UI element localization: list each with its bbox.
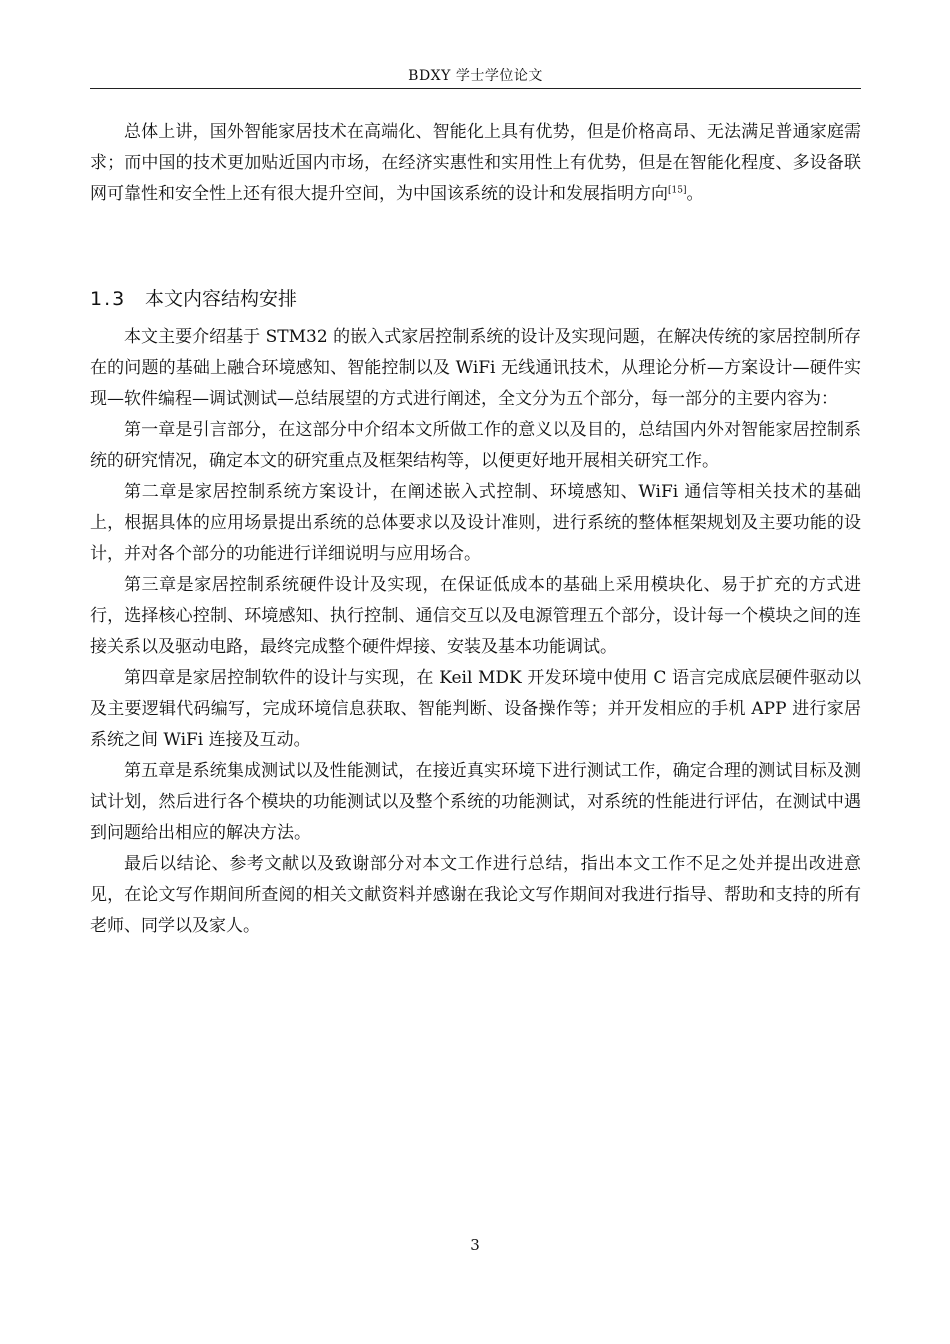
section-number: 1.3	[90, 288, 127, 310]
section-title: 本文内容结构安排	[145, 288, 298, 310]
header-title: BDXY 学士学位论文	[408, 68, 543, 84]
body-text	[90, 322, 861, 942]
page-header	[90, 64, 861, 89]
paragraph-conclusion: 最后以结论、参考文献以及致谢部分对本文工作进行总结，指出本文工作不足之处并提出改进意见，在论文写作期间所查阅的相关文献资料并感谢在我论文写作期间对我进行指导、帮助和支持的所有老师、同学以及家人。	[90, 854, 861, 936]
paragraph-chapter-2: 第二章是家居控制系统方案设计，在阐述嵌入式控制、环境感知、WiFi 通信等相关技术的基础上，根据具体的应用场景提出系统的总体要求以及设计准则，进行系统的整体框架规划及主要功能的设计，并对各个部分的功能进行详细说明与应用场合。	[90, 482, 861, 564]
paragraph-chapter-1: 第一章是引言部分，在这部分中介绍本文所做工作的意义以及目的，总结国内外对智能家居控制系统的研究情况，确定本文的研究重点及框架结构等，以便更好地开展相关研究工作。	[90, 420, 861, 471]
citation-superscript: [15]	[668, 185, 687, 196]
intro-paragraph-block	[90, 117, 861, 210]
intro-end: 。	[686, 184, 704, 204]
paragraph-chapter-3: 第三章是家居控制系统硬件设计及实现，在保证低成本的基础上采用模块化、易于扩充的方式进行，选择核心控制、环境感知、执行控制、通信交互以及电源管理五个部分，设计每一个模块之间的连接关系以及驱动电路，最终完成整个硬件焊接、安装及基本功能调试。	[90, 575, 861, 657]
paragraph-chapter-4: 第四章是家居控制软件的设计与实现，在 Keil MDK 开发环境中使用 C 语言完成底层硬件驱动以及主要逻辑代码编写，完成环境信息获取、智能判断、设备操作等；并开发相应的手机 APP 进行家居系统之间 WiFi 连接及互动。	[90, 668, 861, 750]
section-heading	[90, 286, 297, 312]
intro-text: 总体上讲，国外智能家居技术在高端化、智能化上具有优势，但是价格高昂、无法满足普通家庭需求；而中国的技术更加贴近国内市场，在经济实惠性和实用性上有优势，但是在智能化程度、多设备联网可靠性和安全性上还有很大提升空间，为中国该系统的设计和发展指明方向	[90, 122, 861, 204]
paragraph-chapter-5: 第五章是系统集成测试以及性能测试，在接近真实环境下进行测试工作，确定合理的测试目标及测试计划，然后进行各个模块的功能测试以及整个系统的功能测试，对系统的性能进行评估，在测试中遇到问题给出相应的解决方法。	[90, 761, 861, 843]
page-number: 3	[470, 1236, 480, 1254]
paragraph-overview: 本文主要介绍基于 STM32 的嵌入式家居控制系统的设计及实现问题，在解决传统的家居控制所存在的问题的基础上融合环境感知、智能控制以及 WiFi 无线通讯技术，从理论分析—方案设计—硬件实现—软件编程—调试测试—总结展望的方式进行阐述，全文分为五个部分，每一部分的主要内容为：	[90, 327, 861, 409]
intro-paragraph	[90, 117, 861, 210]
